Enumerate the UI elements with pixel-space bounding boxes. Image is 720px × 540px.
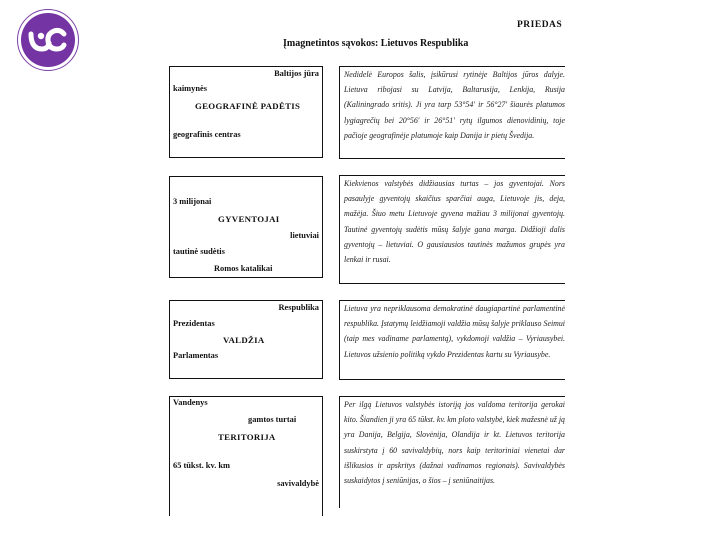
term: gamtos turtai bbox=[248, 415, 297, 424]
term: kaimynės bbox=[173, 84, 207, 93]
term: 3 milijonai bbox=[173, 197, 212, 206]
term: Baltijos jūra bbox=[274, 69, 319, 78]
document-title: Įmagnetintos sąvokos: Lietuvos Respublika bbox=[283, 38, 469, 49]
section-heading: TERITORIJA bbox=[218, 432, 276, 442]
term: Parlamentas bbox=[173, 351, 219, 360]
logo bbox=[17, 9, 79, 71]
concept-box-government bbox=[169, 300, 323, 379]
section-heading: VALDŽIA bbox=[223, 335, 265, 345]
appendix-label: PRIEDAS bbox=[517, 20, 563, 30]
logo-badge bbox=[21, 13, 75, 67]
section-heading: GYVENTOJAI bbox=[218, 214, 280, 224]
section-heading: GEOGRAFINĖ PADĖTIS bbox=[195, 101, 301, 111]
concept-box-population bbox=[169, 176, 323, 278]
term: tautinė sudėtis bbox=[173, 247, 225, 256]
term: Romos katalikai bbox=[214, 264, 273, 273]
description-geography: Nedidelė Europos šalis, įsikūrusi rytinėje Baltijos jūros dalyje. Lietuva ribojasi su Latvija, Baltarusija, Lenkija, Rusija (Kaliningrado sritis). Ji yra tarp 53°54' ir 56°27' šiaurės platumos lygiagrečių bei 20°56' ir 26°51' rytų ilgumos dienovidinių, toje pačioje geografinėje platumoje kaip Danija ir pietų Švedija. bbox=[339, 66, 565, 159]
term: savivaldybė bbox=[277, 479, 319, 488]
term: lietuviai bbox=[290, 231, 319, 240]
vc-logo-icon bbox=[28, 25, 68, 55]
term: geografinis centras bbox=[173, 130, 241, 139]
description-territory: Per ilgą Lietuvos valstybės istoriją jos valdoma teritorija gerokai kito. Šiandien ji yra 65 tūkst. kv. km ploto valstybė, kiek mažesnė už ją yra Danija, Belgija, Slovėnija, Olandija ir kt. Lietuvos teritorija suskirstyta į 60 savivaldybių, nors kaip teritoriniai vienetai dar išlikusios ir apskritys (dažnai vadinamos regionais). Savivaldybės suskaidytos į seniūnijas, o šios – į seniūnaitijas. bbox=[339, 396, 565, 508]
term: Vandenys bbox=[173, 398, 208, 407]
description-government: Lietuva yra nepriklausoma demokratinė daugiapartinė parlamentinė respublika. Įstatymų leidžiamoji valdžia mūsų šalyje priklauso Seimui (taip mes vadiname parlamentą), vykdomoji valdžia – Vyriausybei. Lietuvos užsienio politiką vykdo Prezidentas kartu su Vyriausybe. bbox=[339, 300, 565, 380]
description-population: Kiekvienos valstybės didžiausias turtas – jos gyventojai. Nors pasaulyje gyventojų skaičius sparčiai auga, Lietuvoje jis, deja, mažėja. Šiuo metu Lietuvoje gyvena mažiau 3 milijonai gyventojų. Tautinė gyventojų sudėtis mūsų šalyje gana marga. Didžioji dalis gyventojų – lietuviai. O gausiausios tautinės mažumos grupės yra lenkai ir rusai. bbox=[339, 175, 565, 284]
concept-box-territory bbox=[169, 396, 323, 516]
term: Respublika bbox=[278, 303, 319, 312]
concept-box-geography bbox=[169, 66, 323, 158]
term: Prezidentas bbox=[173, 319, 215, 328]
term: 65 tūkst. kv. km bbox=[173, 461, 231, 470]
